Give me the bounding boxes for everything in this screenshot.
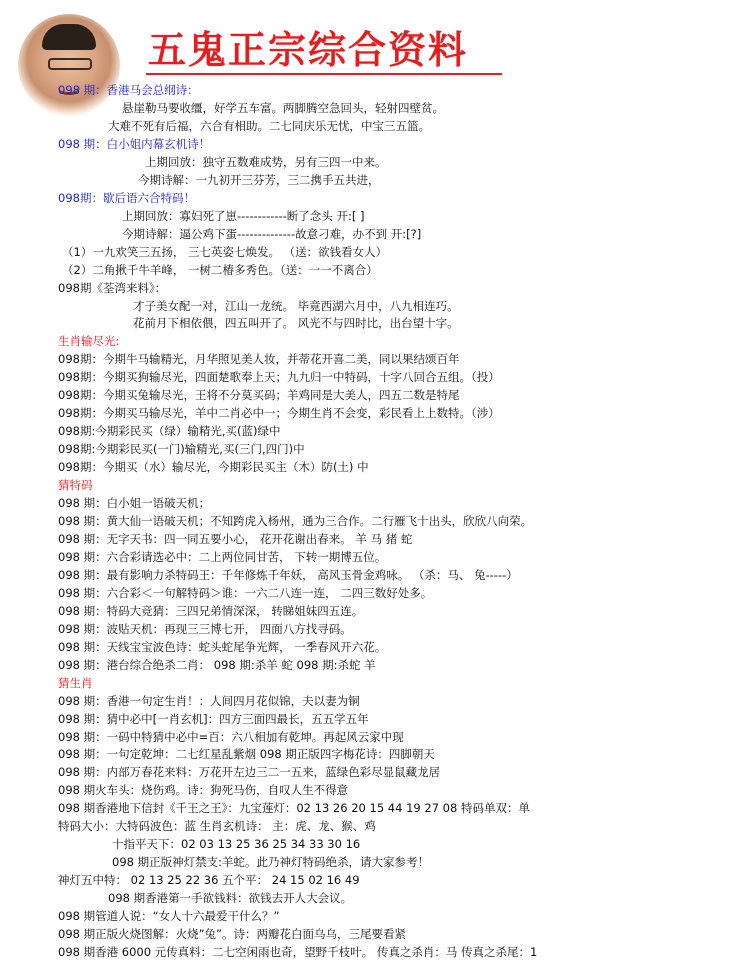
avatar-glasses <box>48 58 92 70</box>
text-line: 098 期正版神灯禁支:羊蛇。此乃神灯特码绝杀，请大家参考！ <box>112 855 429 869</box>
text-line: 098期：歇后语六合特码！ <box>58 191 195 205</box>
text-line: 098 期：黄大仙一语破天机；不知跨虎入杨州，通为三合作。二行雁飞十出头，欣欣八向荣。 <box>58 514 533 528</box>
text-line: 098 期：无字天书：四一同五要小心， 花开花谢出春来。 羊 马 猪 蛇 <box>58 532 413 546</box>
text-line: 098 期：一码中特猜中必中=百：六八相加有乾坤。再起风云家中现 <box>58 730 404 744</box>
text-line: 098 期香港 6000 元传真料：二七空闲雨也奇，望野千枝叶。 传真之杀肖：马 传真之杀尾：1 <box>58 945 538 959</box>
text-line: 大难不死有后福，六合有相助。二七同庆乐无忧，中宝三五篮。 <box>108 119 430 133</box>
text-line: 098 期正版火烧图解：火烧”兔”。诗：两瓣花白面乌乌，三尾要看紧 <box>58 927 407 941</box>
text-line: 花前月下相依偎，四五叫开了。 风光不与四时比，出台望十字。 <box>133 316 459 330</box>
text-line: 098 期：六合彩请选必中：二上两位同甘苦， 下转一期博五位。 <box>58 550 387 564</box>
text-line: 今期诗解：一九初开三芬芳，三二携手五共进， <box>138 173 380 187</box>
text-line: 098 期：白小姐一语破天机； <box>58 496 211 510</box>
text-line: 098期：今期牛马输精光，月华照见美人妆，并蒂花开喜二美，同以果结颂百年 <box>58 352 460 366</box>
text-line: 悬崖勒马要收缰，好学五车富。两脚腾空急回头，轻射四壁贫。 <box>122 101 444 115</box>
text-line: 098 期火车头：烧伤鸡。诗：狗死马伤，自叹人生不得意 <box>58 783 349 797</box>
text-line: 098 期：最有影响力杀特码王：千年修炼千年妖， 高风玉骨金鸡咏。 （杀：马、 兔-----） <box>58 568 518 582</box>
text-line: 098 期管道人说：“女人十六最爱干什么？” <box>58 909 280 923</box>
page-title: 五鬼正宗综合资料 <box>148 27 469 72</box>
text-line: 098 期：一句定乾坤：二七红星乱紫烟 098 期正版四字梅花诗：四脚朝天 <box>58 747 435 761</box>
text-line: 十指平天下：02 03 13 25 36 25 34 33 30 16 <box>112 837 361 851</box>
title-underline <box>146 73 502 75</box>
text-line: 098 期：猜中必中[一肖玄机]：四方三面四最长，五五学五年 <box>58 712 369 726</box>
section-heading: 猜特码 <box>58 478 93 492</box>
text-line: 098期：今期买马输尽光，羊中二肖必中一；今期生肖不会变，彩民看上上数特。（涉） <box>58 406 500 420</box>
text-line: 098 期：天线宝宝波色诗：蛇头蛇尾争光辉， 一季春风开六花。 <box>58 640 387 654</box>
text-line: 今期诗解：逼公鸡下蛋--------------故意刁难，办不到 开:[?] <box>122 227 422 241</box>
text-line: 098 期：六合彩＜一句解特码＞谁：一六二八连一连， 二四三数好处多。 <box>58 586 433 600</box>
avatar <box>18 14 120 116</box>
text-line: 098 期：内部万春花来料：万花开左边三二一五来，蓝绿色彩尽显鼠藏龙居 <box>58 765 441 779</box>
text-line: 098 期：香港马会总纲诗： <box>58 83 199 97</box>
text-line: 上期回放：独守五数难成势，另有三四一中来。 <box>145 155 387 169</box>
text-line: 098 期：港台综合绝杀二肖： 098 期:杀羊 蛇 098 期:杀蛇 羊 <box>58 658 376 672</box>
text-line: 098 期：香港一句定生肖！：人间四月花似锦，夫以妻为铜 <box>58 694 360 708</box>
text-line: 098 期：白小姐内幕玄机诗！ <box>58 137 211 151</box>
text-line: 才子美女配一对，江山一龙统。 毕竟西湖六月中，八九相连巧。 <box>133 299 459 313</box>
avatar-hair <box>42 24 96 50</box>
text-line: 098期:今期彩民买（绿）输精光,买(蓝)绿中 <box>58 424 281 438</box>
text-line: 098 期：波贴天机：再现三三博七开， 四面八方找寻码。 <box>58 622 352 636</box>
text-line: 上期回放：寡妇死了崽------------断了念头 开:[ ] <box>122 209 365 223</box>
section-heading: 猜生肖 <box>58 676 93 690</box>
text-line: 098 期：特码大竞猜：三四兄弟情深深， 转睇姐妹四五连。 <box>58 604 364 618</box>
text-line: 神灯五中特： 02 13 25 22 36 五个平： 24 15 02 16 49 <box>58 873 360 887</box>
text-line: 098期：今期买（水）输尽光，今期彩民买主（木）防(土) 中 <box>58 460 369 474</box>
text-line: （2）二角揪千牛羊峰， 一树二椿多秀色。（送：一一不离合） <box>62 263 378 277</box>
text-line: 098期：今期买狗输尽光，四面楚歌奉上天；九九归一中特码，十字八回合五组。（投） <box>58 370 500 384</box>
text-line: （1）一九欢笑三五扬， 三七英姿七焕发。 （送：欲钱看女人） <box>62 245 388 259</box>
text-line: 特码大小：大特码波色：蓝 生肖玄机诗： 主：虎、龙、猴、鸡 <box>58 819 376 833</box>
section-heading: 生肖输尽光: <box>58 334 120 348</box>
text-line: 098期:今期彩民买(一门)输精光,买(三门,四门)中 <box>58 442 305 456</box>
text-line: 098 期香港第一手欲钱料：欲钱去开人大会议。 <box>108 891 353 905</box>
text-line: 098 期香港地下信封《千王之王》：九宝莲灯：02 13 26 20 15 44 19 27 08 特码单双：单 <box>58 801 530 815</box>
text-line: 098期《荃湾来料》： <box>58 281 167 295</box>
text-line: 098期：今期买兔输尽光，王将不分莫买码；羊鸡同是大美人，四五二数是特尾 <box>58 388 460 402</box>
